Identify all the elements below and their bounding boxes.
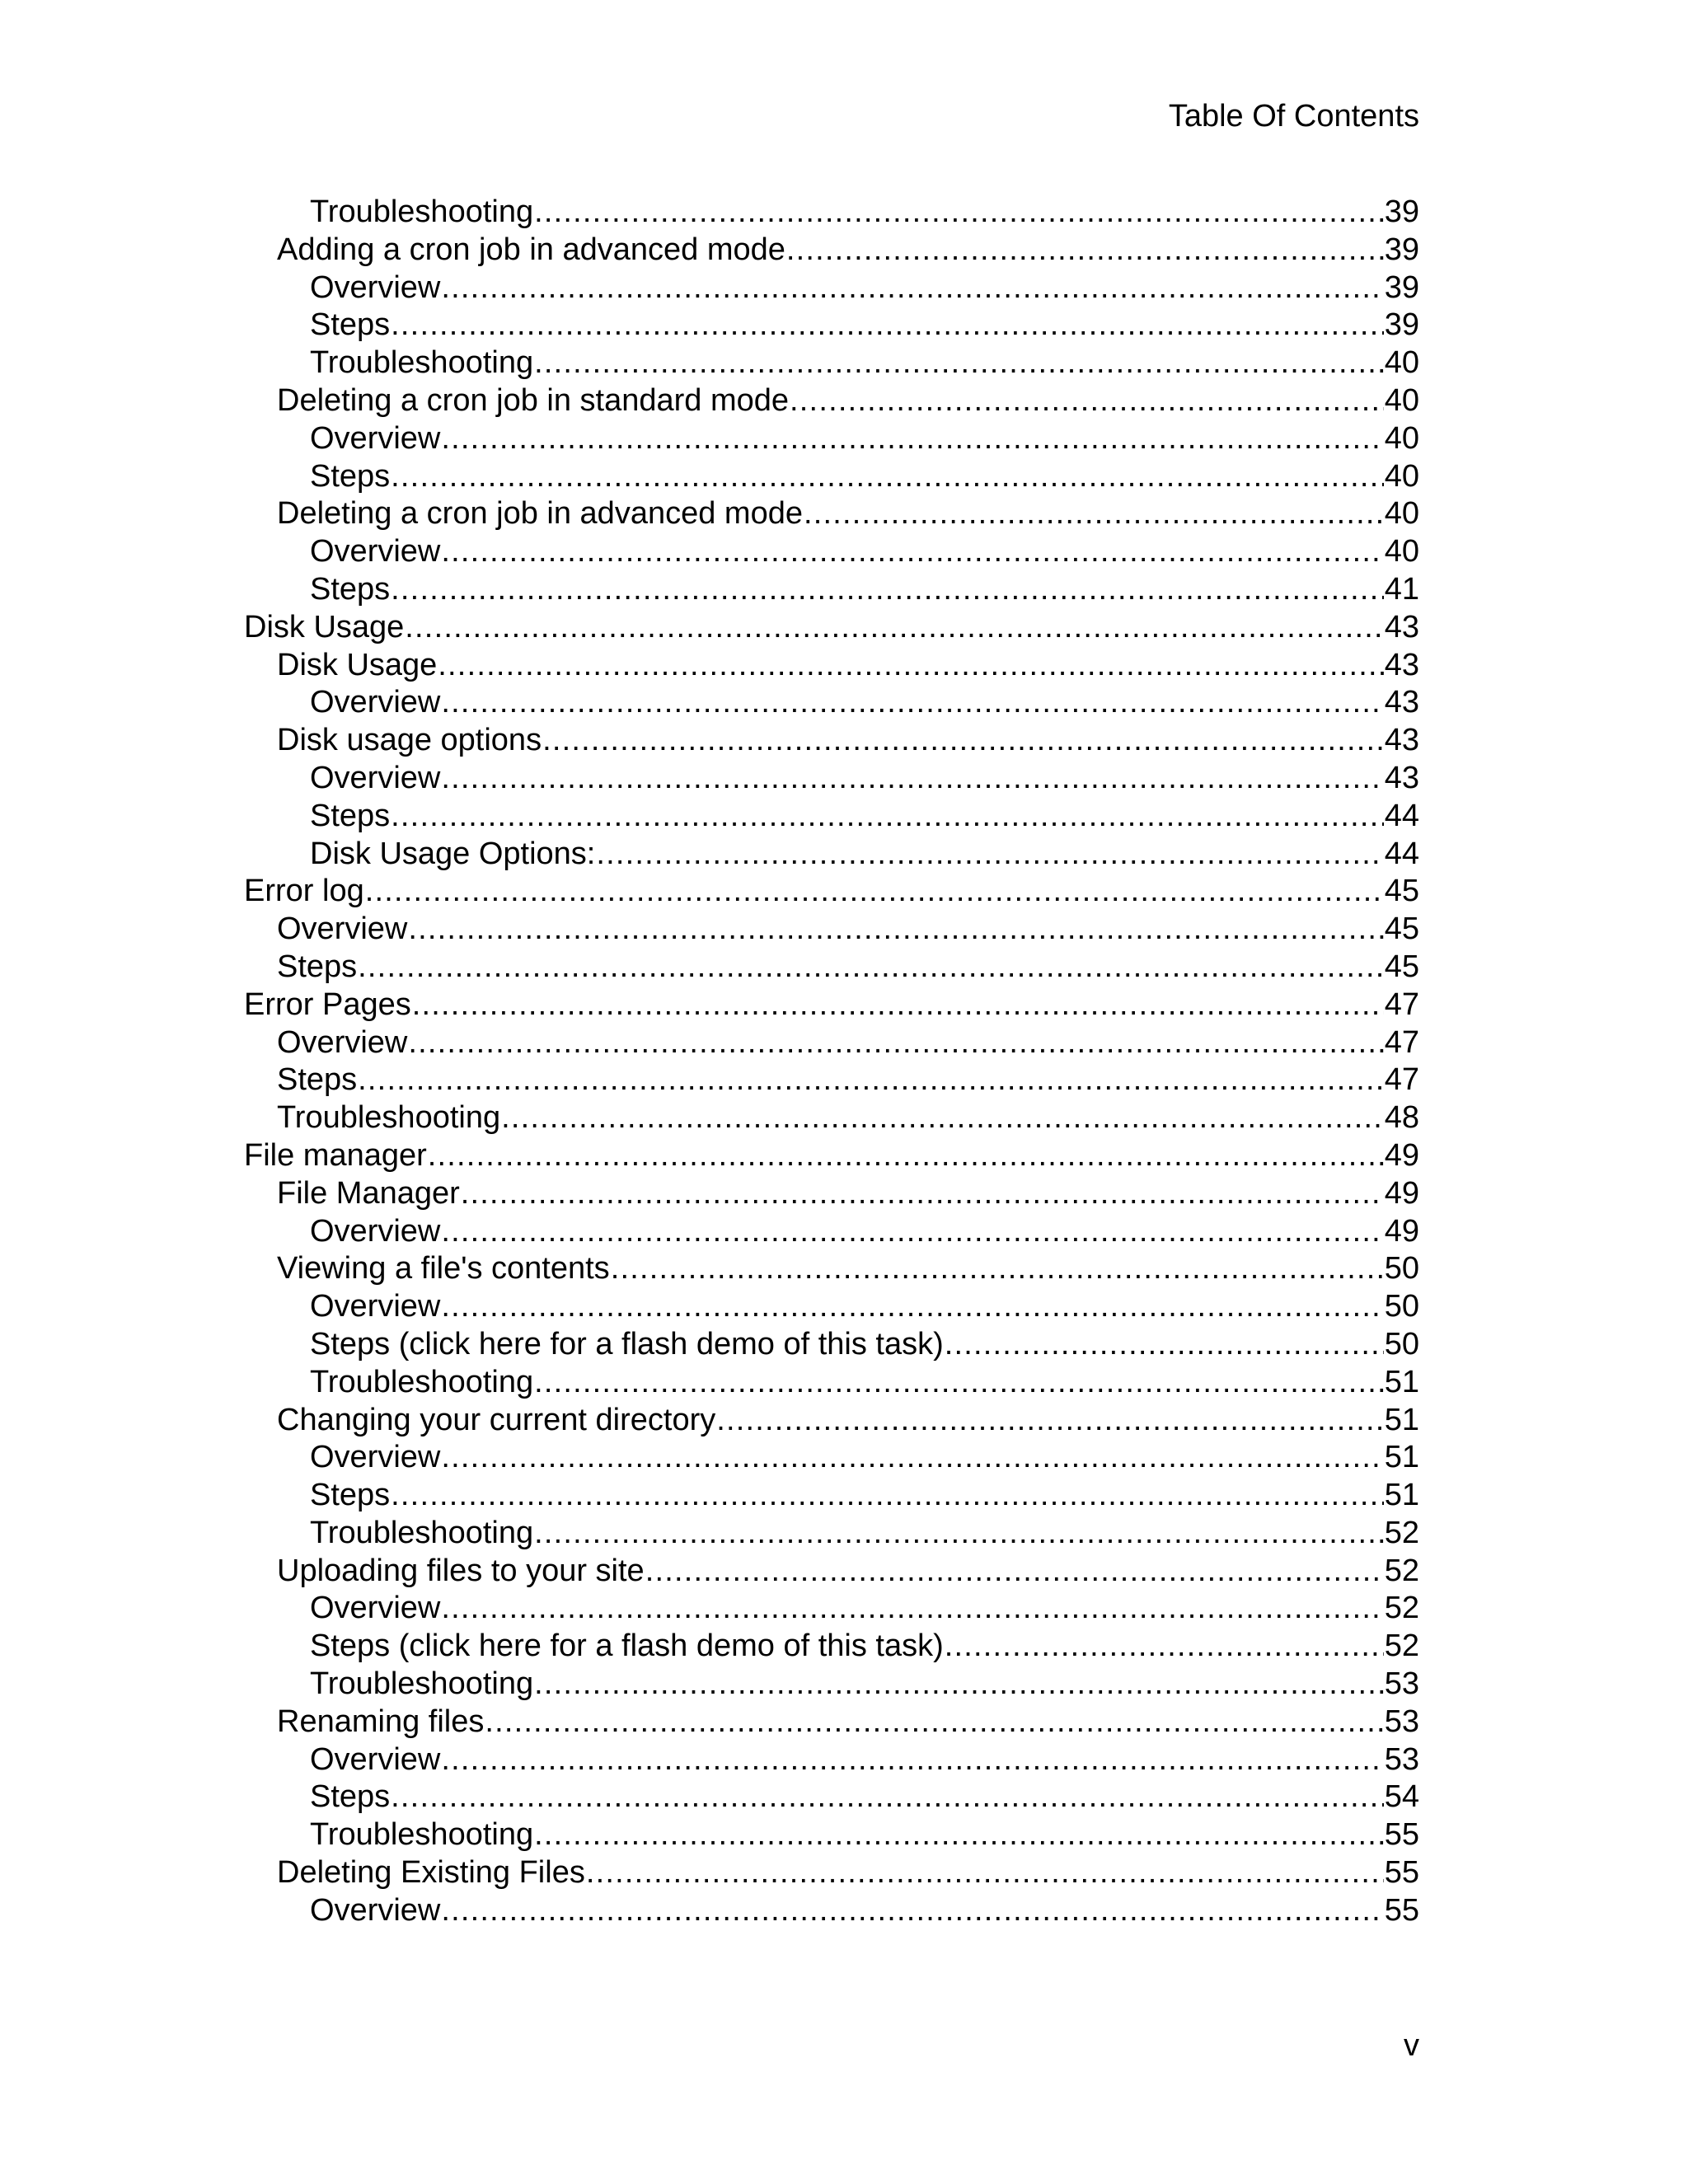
toc-entry-page: 43: [1384, 723, 1419, 758]
toc-dot-leader: [358, 1062, 1384, 1099]
toc-entry[interactable]: [244, 1250, 1419, 1288]
toc-entry-title: File Manager: [277, 1175, 460, 1211]
toc-dot-leader: [586, 1854, 1384, 1892]
toc-entry-title: Steps: [310, 798, 391, 833]
toc-entry[interactable]: [244, 760, 1419, 798]
toc-entry[interactable]: [244, 1364, 1419, 1402]
toc-entry-title: Steps: [277, 1062, 358, 1098]
toc-entry[interactable]: [244, 571, 1419, 609]
toc-entry-page: 41: [1384, 571, 1419, 607]
toc-dot-leader: [441, 1288, 1383, 1326]
toc-entry-title: Troubleshooting: [277, 1100, 501, 1136]
toc-entry-page: 39: [1384, 307, 1419, 343]
toc-entry[interactable]: [244, 1099, 1419, 1137]
toc-entry-title: Steps (click here for a flash demo of this task): [310, 1326, 944, 1361]
toc-entry-title: Troubleshooting: [310, 194, 534, 229]
toc-entry[interactable]: [244, 1892, 1419, 1930]
toc-entry[interactable]: [244, 1477, 1419, 1515]
toc-entry-page: 40: [1384, 420, 1419, 456]
toc-entry-page: 52: [1384, 1553, 1419, 1588]
toc-dot-leader: [485, 1704, 1383, 1741]
toc-entry-page: 55: [1384, 1892, 1419, 1928]
toc-dot-leader: [534, 1364, 1384, 1402]
toc-entry-title: Renaming files: [277, 1704, 485, 1739]
toc-entry[interactable]: [244, 987, 1419, 1024]
toc-entry[interactable]: [244, 194, 1419, 232]
toc-dot-leader: [441, 1590, 1383, 1628]
toc-entry[interactable]: [244, 1326, 1419, 1364]
toc-entry-title: Troubleshooting: [310, 1666, 534, 1702]
toc-entry[interactable]: [244, 1288, 1419, 1326]
toc-entry-page: 39: [1384, 232, 1419, 267]
toc-dot-leader: [441, 760, 1383, 798]
toc-entry-page: 43: [1384, 647, 1419, 682]
toc-entry-page: 55: [1384, 1855, 1419, 1891]
toc-entry-title: Error log: [244, 874, 364, 909]
toc-dot-leader: [534, 1515, 1384, 1553]
toc-entry-page: 45: [1384, 912, 1419, 947]
toc-entry-title: Overview: [310, 534, 441, 569]
toc-entry[interactable]: [244, 836, 1419, 874]
toc-entry[interactable]: [244, 1779, 1419, 1816]
toc-entry[interactable]: [244, 1024, 1419, 1062]
toc-entry-title: Deleting Existing Files: [277, 1855, 585, 1891]
toc-entry-page: 53: [1384, 1666, 1419, 1702]
toc-entry[interactable]: [244, 420, 1419, 458]
toc-entry[interactable]: [244, 798, 1419, 836]
toc-entry-title: Overview: [310, 420, 441, 456]
toc-entry-page: 54: [1384, 1779, 1419, 1815]
toc-entry-page: 40: [1384, 345, 1419, 381]
toc-entry-title: Deleting a cron job in standard mode: [277, 382, 790, 418]
toc-entry[interactable]: [244, 1402, 1419, 1440]
toc-dot-leader: [945, 1326, 1384, 1364]
toc-entry-page: 47: [1384, 1062, 1419, 1098]
toc-entry-page: 50: [1384, 1326, 1419, 1361]
toc-entry[interactable]: [244, 1628, 1419, 1666]
toc-entry-title: Steps: [310, 1478, 391, 1513]
toc-entry[interactable]: [244, 1439, 1419, 1477]
toc-dot-leader: [391, 458, 1384, 496]
toc-entry[interactable]: [244, 722, 1419, 760]
toc-entry-title: Overview: [277, 912, 408, 947]
toc-entry-page: 45: [1384, 874, 1419, 909]
toc-entry-page: 45: [1384, 949, 1419, 984]
toc-dot-leader: [611, 1250, 1384, 1288]
toc-entry-title: Overview: [310, 269, 441, 305]
toc-entry-page: 48: [1384, 1100, 1419, 1136]
toc-dot-leader: [786, 232, 1384, 269]
toc-entry-page: 43: [1384, 685, 1419, 720]
toc-entry-page: 39: [1384, 194, 1419, 229]
toc-entry[interactable]: [244, 382, 1419, 420]
toc-entry-page: 52: [1384, 1515, 1419, 1550]
toc-entry[interactable]: [244, 609, 1419, 647]
toc-entry-title: Troubleshooting: [310, 1364, 534, 1399]
toc-dot-leader: [501, 1099, 1384, 1137]
toc-entry-page: 51: [1384, 1440, 1419, 1475]
toc-dot-leader: [441, 420, 1383, 458]
toc-dot-leader: [790, 382, 1384, 420]
toc-entry-title: Overview: [310, 1213, 441, 1249]
toc-entry[interactable]: [244, 684, 1419, 722]
toc-entry-page: 43: [1384, 760, 1419, 795]
toc-dot-leader: [441, 684, 1383, 722]
table-of-contents: [244, 194, 1419, 1930]
toc-entry-title: Overview: [310, 1741, 441, 1777]
toc-dot-leader: [542, 722, 1384, 760]
toc-dot-leader: [804, 495, 1384, 533]
toc-entry-title: Troubleshooting: [310, 345, 534, 381]
toc-entry-title: Overview: [310, 1591, 441, 1626]
toc-entry-title: Troubleshooting: [310, 1817, 534, 1853]
toc-entry-page: 40: [1384, 534, 1419, 569]
toc-entry-title: Disk Usage: [277, 647, 438, 682]
toc-entry[interactable]: [244, 269, 1419, 307]
toc-entry-title: Adding a cron job in advanced mode: [277, 232, 785, 267]
toc-entry-title: Deleting a cron job in advanced mode: [277, 496, 803, 532]
toc-entry-title: Overview: [310, 760, 441, 795]
toc-entry[interactable]: [244, 1704, 1419, 1741]
toc-entry-title: Steps: [310, 307, 391, 343]
toc-dot-leader: [441, 1213, 1383, 1251]
toc-dot-leader: [441, 1439, 1383, 1477]
toc-entry[interactable]: [244, 873, 1419, 911]
toc-entry-title: Changing your current directory: [277, 1402, 716, 1437]
toc-dot-leader: [534, 1816, 1384, 1854]
toc-entry[interactable]: [244, 344, 1419, 382]
toc-entry-title: Viewing a file's contents: [277, 1251, 610, 1286]
toc-entry-page: 55: [1384, 1817, 1419, 1853]
toc-entry-title: Steps (click here for a flash demo of this task): [310, 1629, 944, 1664]
toc-entry[interactable]: [244, 307, 1419, 344]
toc-dot-leader: [391, 307, 1384, 344]
toc-entry-page: 44: [1384, 836, 1419, 871]
toc-dot-leader: [441, 1892, 1383, 1930]
toc-entry[interactable]: [244, 1137, 1419, 1175]
toc-entry[interactable]: [244, 1213, 1419, 1251]
toc-entry-page: 51: [1384, 1364, 1419, 1399]
toc-entry-title: Disk Usage Options:: [310, 836, 596, 871]
toc-entry-page: 40: [1384, 382, 1419, 418]
toc-entry[interactable]: [244, 1062, 1419, 1099]
toc-dot-leader: [405, 609, 1383, 647]
toc-dot-leader: [716, 1402, 1383, 1440]
toc-entry-title: File manager: [244, 1137, 427, 1173]
toc-entry-page: 43: [1384, 609, 1419, 644]
toc-dot-leader: [428, 1137, 1384, 1175]
toc-dot-leader: [534, 194, 1384, 232]
toc-dot-leader: [438, 647, 1383, 685]
toc-entry[interactable]: [244, 1741, 1419, 1779]
toc-entry[interactable]: [244, 1553, 1419, 1591]
toc-dot-leader: [441, 1741, 1383, 1779]
toc-entry[interactable]: [244, 458, 1419, 496]
toc-entry-page: 49: [1384, 1213, 1419, 1249]
toc-entry-page: 51: [1384, 1402, 1419, 1437]
toc-entry[interactable]: [244, 647, 1419, 685]
toc-entry[interactable]: [244, 949, 1419, 987]
toc-entry-title: Uploading files to your site: [277, 1553, 645, 1588]
toc-entry-title: Overview: [310, 1892, 441, 1928]
toc-entry-title: Steps: [310, 458, 391, 494]
toc-entry-page: 39: [1384, 269, 1419, 305]
toc-dot-leader: [358, 949, 1384, 987]
toc-dot-leader: [408, 911, 1383, 949]
toc-dot-leader: [441, 533, 1383, 571]
toc-entry-title: Disk Usage: [244, 609, 405, 644]
toc-dot-leader: [441, 269, 1383, 307]
toc-entry[interactable]: [244, 232, 1419, 269]
toc-dot-leader: [391, 1779, 1384, 1816]
toc-entry-title: Error Pages: [244, 987, 411, 1022]
toc-dot-leader: [391, 571, 1384, 609]
toc-entry[interactable]: [244, 1666, 1419, 1704]
toc-dot-leader: [461, 1175, 1384, 1213]
toc-dot-leader: [391, 798, 1384, 836]
toc-dot-leader: [391, 1477, 1384, 1515]
page-header-title: Table Of Contents: [1168, 99, 1419, 134]
toc-entry[interactable]: [244, 1515, 1419, 1553]
toc-entry[interactable]: [244, 911, 1419, 949]
toc-entry-page: 47: [1384, 1024, 1419, 1060]
toc-entry-page: 49: [1384, 1175, 1419, 1211]
toc-entry-title: Overview: [310, 1440, 441, 1475]
toc-dot-leader: [534, 344, 1384, 382]
toc-entry-page: 49: [1384, 1137, 1419, 1173]
toc-entry-page: 44: [1384, 798, 1419, 833]
toc-entry[interactable]: [244, 533, 1419, 571]
toc-dot-leader: [365, 873, 1384, 911]
toc-entry-page: 40: [1384, 496, 1419, 532]
toc-entry[interactable]: [244, 1816, 1419, 1854]
toc-dot-leader: [645, 1553, 1384, 1591]
toc-entry-page: 50: [1384, 1251, 1419, 1286]
toc-entry-title: Steps: [310, 1779, 391, 1815]
toc-entry[interactable]: [244, 1590, 1419, 1628]
toc-entry-page: 52: [1384, 1629, 1419, 1664]
page-number: v: [1404, 2028, 1419, 2063]
toc-dot-leader: [408, 1024, 1383, 1062]
toc-entry-title: Troubleshooting: [310, 1515, 534, 1550]
toc-entry-title: Overview: [310, 1289, 441, 1324]
toc-entry-page: 53: [1384, 1704, 1419, 1739]
toc-entry[interactable]: [244, 495, 1419, 533]
toc-entry[interactable]: [244, 1854, 1419, 1892]
toc-entry-page: 52: [1384, 1591, 1419, 1626]
toc-entry-title: Steps: [277, 949, 358, 984]
toc-dot-leader: [945, 1628, 1384, 1666]
toc-dot-leader: [534, 1666, 1384, 1704]
toc-entry-title: Overview: [310, 685, 441, 720]
toc-entry-page: 40: [1384, 458, 1419, 494]
toc-entry-page: 53: [1384, 1741, 1419, 1777]
toc-entry[interactable]: [244, 1175, 1419, 1213]
toc-entry-title: Overview: [277, 1024, 408, 1060]
toc-dot-leader: [596, 836, 1383, 874]
toc-entry-page: 50: [1384, 1289, 1419, 1324]
toc-entry-title: Disk usage options: [277, 723, 542, 758]
toc-entry-page: 47: [1384, 987, 1419, 1022]
toc-entry-page: 51: [1384, 1478, 1419, 1513]
toc-entry-title: Steps: [310, 571, 391, 607]
toc-dot-leader: [412, 987, 1384, 1024]
